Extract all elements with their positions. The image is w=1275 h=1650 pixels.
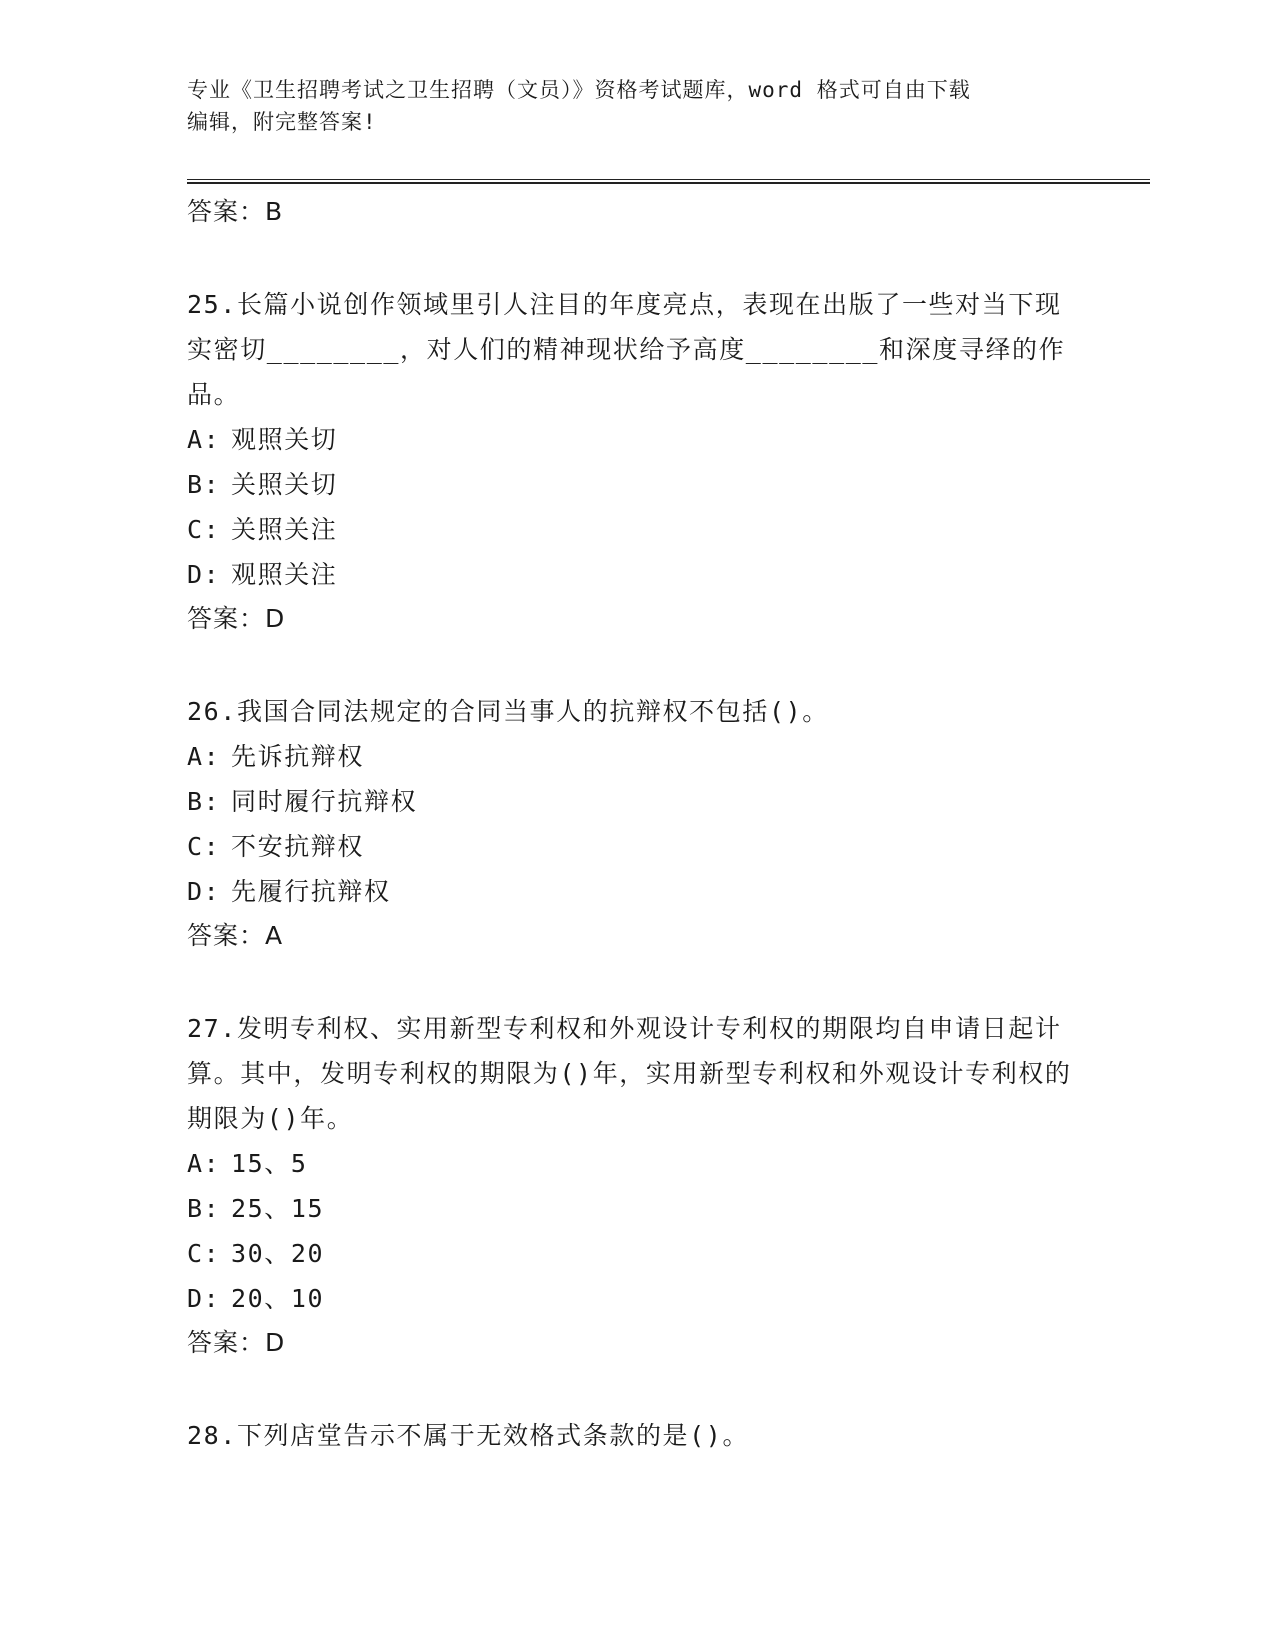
document-header — [187, 74, 1087, 138]
option-key: C: — [187, 832, 221, 861]
option-item — [187, 462, 1087, 507]
option-text: 先诉抗辩权 — [231, 742, 365, 771]
question-text: 25.长篇小说创作领域里引人注目的年度亮点，表现在出版了一些对当下现实密切________，对人们的精神现状给予高度________和深度寻绎的作品。 — [187, 290, 1066, 409]
option-text: 20、10 — [231, 1284, 325, 1313]
answer-line — [187, 914, 1087, 958]
option-key: A: — [187, 742, 221, 771]
option-text: 15、5 — [231, 1149, 308, 1178]
option-key: B: — [187, 787, 221, 816]
answer-label: 答案： — [187, 1328, 266, 1357]
header-line-1: 专业《卫生招聘考试之卫生招聘（文员）》资格考试题库，word 格式可自由下载 — [187, 78, 971, 102]
option-text: 关照关切 — [231, 470, 338, 499]
answer-value: D — [265, 1328, 286, 1357]
header-divider-thick — [187, 182, 1150, 184]
option-text: 先履行抗辩权 — [231, 877, 391, 906]
answer-value: B — [265, 197, 284, 226]
option-text: 同时履行抗辩权 — [231, 787, 418, 816]
header-divider-thin — [187, 179, 1150, 180]
option-text: 观照关切 — [231, 425, 338, 454]
option-key: D: — [187, 560, 221, 589]
option-key: B: — [187, 470, 221, 499]
answer-value: D — [265, 604, 286, 633]
header-line-2: 编辑，附完整答案! — [187, 110, 377, 134]
option-key: A: — [187, 425, 221, 454]
option-key: B: — [187, 1194, 221, 1223]
option-item — [187, 824, 1087, 869]
option-key: D: — [187, 1284, 221, 1313]
option-key: D: — [187, 877, 221, 906]
option-item — [187, 507, 1087, 552]
option-item — [187, 869, 1087, 914]
option-text: 观照关注 — [231, 560, 338, 589]
question-list — [187, 190, 1087, 1458]
answer-line — [187, 190, 1087, 234]
option-item — [187, 734, 1087, 779]
option-key: C: — [187, 1239, 221, 1268]
option-text: 25、15 — [231, 1194, 325, 1223]
question-text: 26.我国合同法规定的合同当事人的抗辩权不包括()。 — [187, 697, 829, 726]
option-item — [187, 552, 1087, 597]
option-item — [187, 1276, 1087, 1321]
answer-line — [187, 597, 1087, 641]
answer-label: 答案： — [187, 604, 266, 633]
option-item — [187, 1231, 1087, 1276]
option-key: A: — [187, 1149, 221, 1178]
option-item — [187, 1141, 1087, 1186]
question-text: 28.下列店堂告示不属于无效格式条款的是()。 — [187, 1421, 750, 1450]
option-item — [187, 779, 1087, 824]
answer-line — [187, 1321, 1087, 1365]
option-item — [187, 1186, 1087, 1231]
option-text: 不安抗辩权 — [231, 832, 365, 861]
answer-label: 答案： — [187, 197, 266, 226]
option-text: 30、20 — [231, 1239, 325, 1268]
option-key: C: — [187, 515, 221, 544]
answer-value: A — [265, 921, 284, 950]
option-item — [187, 417, 1087, 462]
question-text: 27.发明专利权、实用新型专利权和外观设计专利权的期限均自申请日起计算。其中，发明专利权的期限为()年，实用新型专利权和外观设计专利权的期限为()年。 — [187, 1014, 1072, 1133]
option-text: 关照关注 — [231, 515, 338, 544]
answer-label: 答案： — [187, 921, 266, 950]
